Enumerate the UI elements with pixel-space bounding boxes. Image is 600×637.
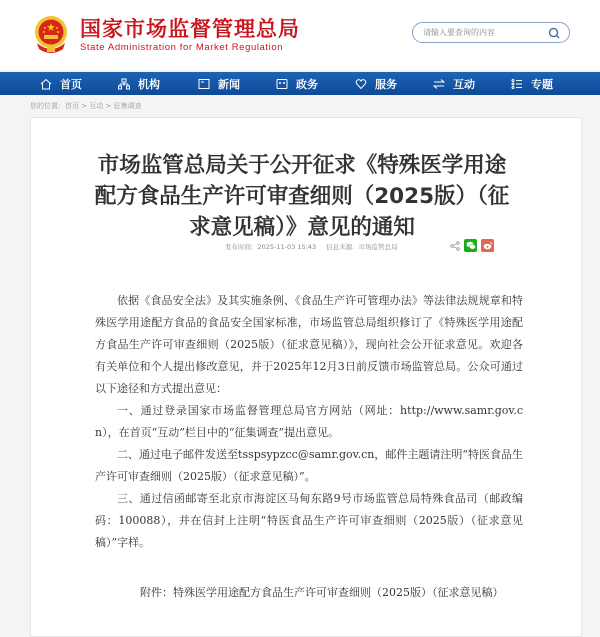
main-nav: [0, 72, 600, 95]
share-bar: [450, 239, 494, 252]
nav-item-government[interactable]: [276, 76, 318, 92]
home-icon: [40, 78, 52, 90]
nav-item-topics[interactable]: [511, 76, 553, 92]
weibo-share-button[interactable]: [481, 239, 494, 252]
article-meta: [225, 242, 406, 251]
info-source: 信息来源：市场监管总局: [326, 243, 398, 251]
nav-item-label: 政务: [296, 78, 318, 91]
nav-item-label: 新闻: [218, 78, 240, 91]
nav-item-org[interactable]: [118, 76, 160, 92]
paragraph: 三、通过信函邮寄至北京市海淀区马甸东路9号市场监管总局特殊食品司（邮政编码：100088），并在信封上注明“特医食品生产许可审查细则（2025版）（征求意见稿）”字样。: [95, 492, 523, 549]
nav-item-news[interactable]: [198, 76, 240, 92]
heart-icon: [355, 78, 367, 90]
search-input[interactable]: [423, 25, 543, 40]
site-header: [0, 0, 600, 70]
exchange-icon: [433, 78, 445, 90]
breadcrumb[interactable]: 您的位置：首页 > 互动 > 征集调查: [30, 102, 142, 110]
nav-item-label: 服务: [375, 78, 397, 91]
news-icon: [198, 78, 210, 90]
paragraph: 一、通过登录国家市场监督管理总局官方网站（网址：http://www.samr.gov.cn），在首页“互动”栏目中的“征集调查”提出意见。: [95, 404, 523, 439]
org-chart-icon: [118, 78, 130, 90]
article-body: [95, 290, 523, 554]
weibo-icon: [483, 241, 493, 250]
search-icon[interactable]: [548, 27, 560, 39]
nav-item-label: 首页: [60, 78, 82, 91]
site-title[interactable]: 国家市场监督管理总局: [80, 17, 300, 41]
nav-item-label: 互动: [453, 78, 475, 91]
publish-time: 发布时间：2025-11-03 15:43: [225, 243, 317, 251]
attachment-link[interactable]: 附件：特殊医学用途配方食品生产许可审查细则（2025版）（征求意见稿）: [140, 586, 504, 599]
nav-item-home[interactable]: [40, 76, 82, 92]
national-emblem-icon[interactable]: [33, 15, 69, 55]
nav-item-interaction[interactable]: [433, 76, 475, 92]
nav-item-label: 机构: [138, 78, 160, 91]
share-icon[interactable]: [450, 241, 460, 251]
paragraph: 二、通过电子邮件发送至tsspsypzcc@samr.gov.cn，邮件主题请注明“特医食品生产许可审查细则（2025版）（征求意见稿）”。: [95, 448, 523, 483]
list-icon: [511, 78, 523, 90]
nav-item-label: 专题: [531, 78, 553, 91]
article-title: 市场监管总局关于公开征求《特殊医学用途配方食品生产许可审查细则（2025版）（征求意见稿）》意见的通知: [94, 153, 510, 240]
paragraph: 依据《食品安全法》及其实施条例、《食品生产许可管理办法》等法律法规规章和特殊医学用途配方食品的食品安全国家标准，市场监管总局组织修订了《特殊医学用途配方食品生产许可审查细则（2025版）（征求意见稿）》，现向社会公开征求意见。欢迎各有关单位和个人提出修改意见，并于2025年12月3日前反馈市场监管总局。公众可通过以下途径和方式提出意见：: [95, 294, 523, 395]
wechat-icon: [466, 241, 476, 250]
site-subtitle: State Administration for Market Regulation: [80, 42, 284, 53]
government-icon: [276, 78, 288, 90]
wechat-share-button[interactable]: [464, 239, 477, 252]
nav-item-service[interactable]: [355, 76, 397, 92]
search-box: [412, 22, 570, 43]
